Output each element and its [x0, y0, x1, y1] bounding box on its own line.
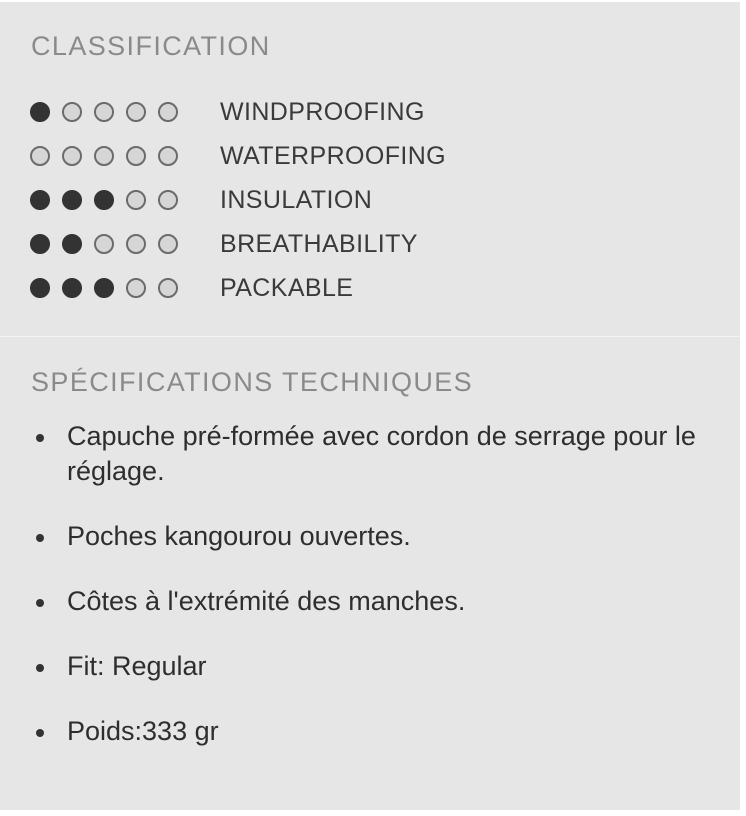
rating-dot-empty-icon	[94, 146, 114, 166]
list-item	[36, 419, 696, 489]
bullet-icon	[36, 434, 44, 442]
rating-label: PACKABLE	[220, 273, 354, 302]
spec-text: Capuche pré-formée avec cordon de serrage pour le réglage.	[67, 421, 696, 486]
rating-dots	[30, 278, 220, 298]
rating-dot-empty-icon	[126, 102, 146, 122]
rating-dot-filled-icon	[30, 234, 50, 254]
spec-text: Poches kangourou ouvertes.	[67, 521, 411, 551]
rating-dot-empty-icon	[126, 278, 146, 298]
rating-dot-empty-icon	[158, 190, 178, 210]
rating-row-breathability	[30, 222, 446, 266]
classification-title: CLASSIFICATION	[31, 31, 271, 61]
spec-text: Côtes à l'extrémité des manches.	[67, 586, 466, 616]
rating-row-packable	[30, 266, 446, 310]
rating-dot-empty-icon	[62, 102, 82, 122]
spec-text: Fit: Regular	[67, 651, 207, 681]
bullet-icon	[36, 729, 44, 737]
rating-label: WINDPROOFING	[220, 97, 425, 126]
rating-row-insulation	[30, 178, 446, 222]
rating-dot-filled-icon	[30, 278, 50, 298]
bullet-icon	[36, 664, 44, 672]
rating-label: WATERPROOFING	[220, 141, 447, 170]
list-item	[36, 584, 696, 619]
rating-dot-empty-icon	[158, 278, 178, 298]
rating-dot-filled-icon	[94, 278, 114, 298]
specs-title: SPÉCIFICATIONS TECHNIQUES	[31, 367, 474, 397]
rating-dot-filled-icon	[30, 190, 50, 210]
rating-dot-empty-icon	[126, 234, 146, 254]
rating-list	[30, 90, 446, 310]
list-item	[36, 714, 696, 749]
rating-dot-empty-icon	[126, 146, 146, 166]
rating-dot-filled-icon	[94, 190, 114, 210]
bullet-icon	[36, 534, 44, 542]
list-item	[36, 519, 696, 554]
rating-dot-filled-icon	[62, 190, 82, 210]
rating-dots	[30, 234, 220, 254]
rating-dot-empty-icon	[158, 146, 178, 166]
rating-dot-empty-icon	[62, 146, 82, 166]
rating-dot-empty-icon	[30, 146, 50, 166]
rating-dot-filled-icon	[62, 278, 82, 298]
rating-dots	[30, 190, 220, 210]
rating-dots	[30, 102, 220, 122]
rating-dot-empty-icon	[126, 190, 146, 210]
rating-dot-empty-icon	[158, 102, 178, 122]
classification-section	[0, 2, 740, 336]
bullet-icon	[36, 599, 44, 607]
rating-dot-empty-icon	[158, 234, 178, 254]
rating-label: BREATHABILITY	[220, 229, 418, 258]
rating-dots	[30, 146, 220, 166]
spec-list	[36, 419, 696, 779]
rating-row-waterproofing	[30, 134, 446, 178]
rating-dot-filled-icon	[30, 102, 50, 122]
rating-row-windproofing	[30, 90, 446, 134]
rating-dot-empty-icon	[94, 234, 114, 254]
rating-label: INSULATION	[220, 185, 373, 214]
list-item	[36, 649, 696, 684]
spec-text: Poids:333 gr	[67, 716, 219, 746]
technical-specs-section	[0, 336, 740, 810]
rating-dot-filled-icon	[62, 234, 82, 254]
rating-dot-empty-icon	[94, 102, 114, 122]
